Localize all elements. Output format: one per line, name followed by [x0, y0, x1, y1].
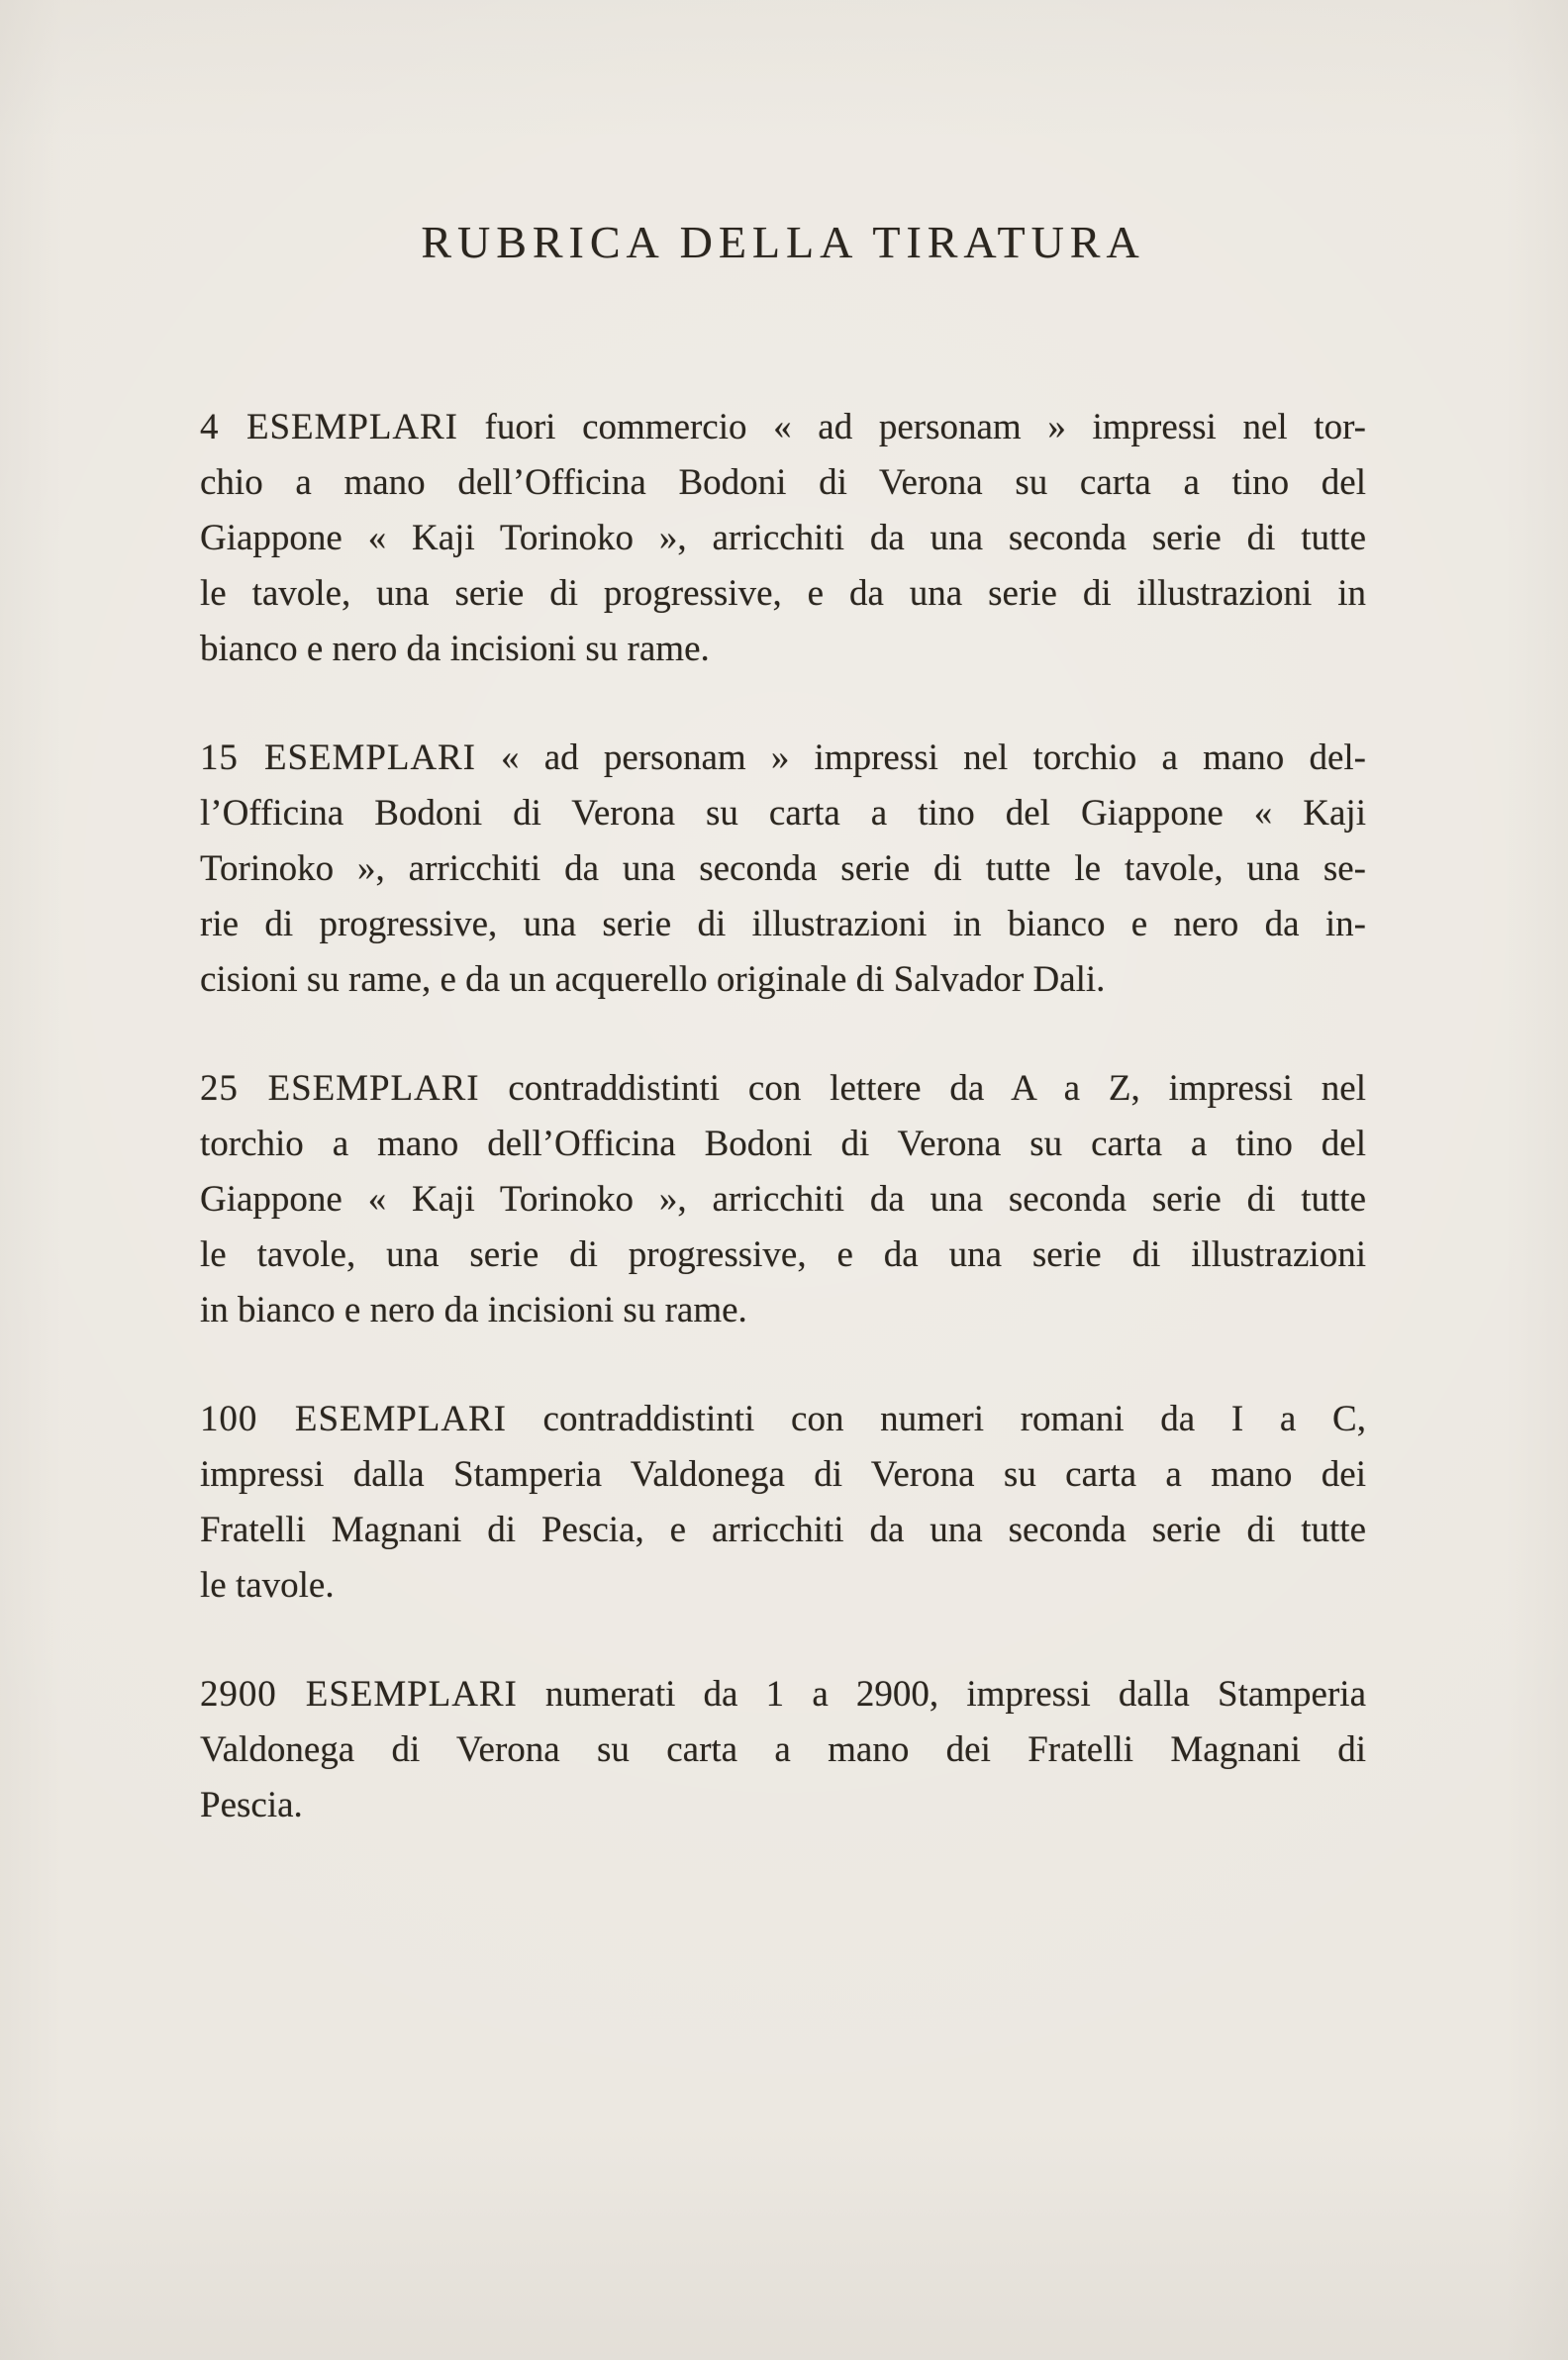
edition-count-lead: 100 ESEMPLARI	[200, 1399, 507, 1439]
text-line: le tavole, una serie di progressive, e da una serie di illustrazioni	[200, 1234, 1366, 1275]
text-line: Fratelli Magnani di Pescia, e arricchiti da una seconda serie di tutte	[200, 1510, 1366, 1550]
text-line: Torinoko », arricchiti da una seconda serie di tutte le tavole, una se-	[200, 848, 1366, 889]
edition-paragraph	[200, 1667, 1366, 1833]
text-line: in bianco e nero da incisioni su rame.	[200, 1290, 747, 1330]
text-line: 4 ESEMPLARI fuori commercio « ad personam » impressi nel tor-	[200, 407, 1366, 447]
text-line: Giappone « Kaji Torinoko », arricchiti da una seconda serie di tutte	[200, 1179, 1366, 1220]
text-line: 100 ESEMPLARI contraddistinti con numeri romani da I a C,	[200, 1399, 1366, 1439]
text-line: 2900 ESEMPLARI numerati da 1 a 2900, impressi dalla Stamperia	[200, 1674, 1366, 1715]
text-line: impressi dalla Stamperia Valdonega di Verona su carta a mano dei	[200, 1454, 1366, 1495]
text-line: l’Officina Bodoni di Verona su carta a tino del Giappone « Kaji	[200, 793, 1366, 834]
edition-paragraph	[200, 1061, 1366, 1338]
text-line: cisioni su rame, e da un acquerello originale di Salvador Dali.	[200, 959, 1106, 1000]
page-title: RUBRICA DELLA TIRATURA	[421, 217, 1145, 267]
edition-count-lead: 2900 ESEMPLARI	[200, 1674, 518, 1715]
text-line: rie di progressive, una serie di illustrazioni in bianco e nero da in-	[200, 904, 1366, 944]
edition-paragraph	[200, 1392, 1366, 1614]
edition-paragraph	[200, 731, 1366, 1008]
text-line: Pescia.	[200, 1785, 303, 1825]
text-line: le tavole, una serie di progressive, e da una serie di illustrazioni in	[200, 573, 1366, 614]
text-line: Giappone « Kaji Torinoko », arricchiti da una seconda serie di tutte	[200, 518, 1366, 558]
edition-count-lead: 15 ESEMPLARI	[200, 738, 476, 778]
text-line: bianco e nero da incisioni su rame.	[200, 629, 710, 669]
colophon-text-block	[200, 400, 1366, 1887]
edition-count-lead: 25 ESEMPLARI	[200, 1068, 480, 1109]
text-line: Valdonega di Verona su carta a mano dei Fratelli Magnani di	[200, 1729, 1366, 1770]
edition-count-lead: 4 ESEMPLARI	[200, 407, 458, 447]
text-line: torchio a mano dell’Officina Bodoni di Verona su carta a tino del	[200, 1124, 1366, 1164]
edition-paragraph	[200, 400, 1366, 677]
text-line: 25 ESEMPLARI contraddistinti con lettere da A a Z, impressi nel	[200, 1068, 1366, 1109]
text-line: chio a mano dell’Officina Bodoni di Verona su carta a tino del	[200, 462, 1366, 503]
text-line: 15 ESEMPLARI « ad personam » impressi nel torchio a mano del-	[200, 738, 1366, 778]
text-line: le tavole.	[200, 1565, 335, 1606]
